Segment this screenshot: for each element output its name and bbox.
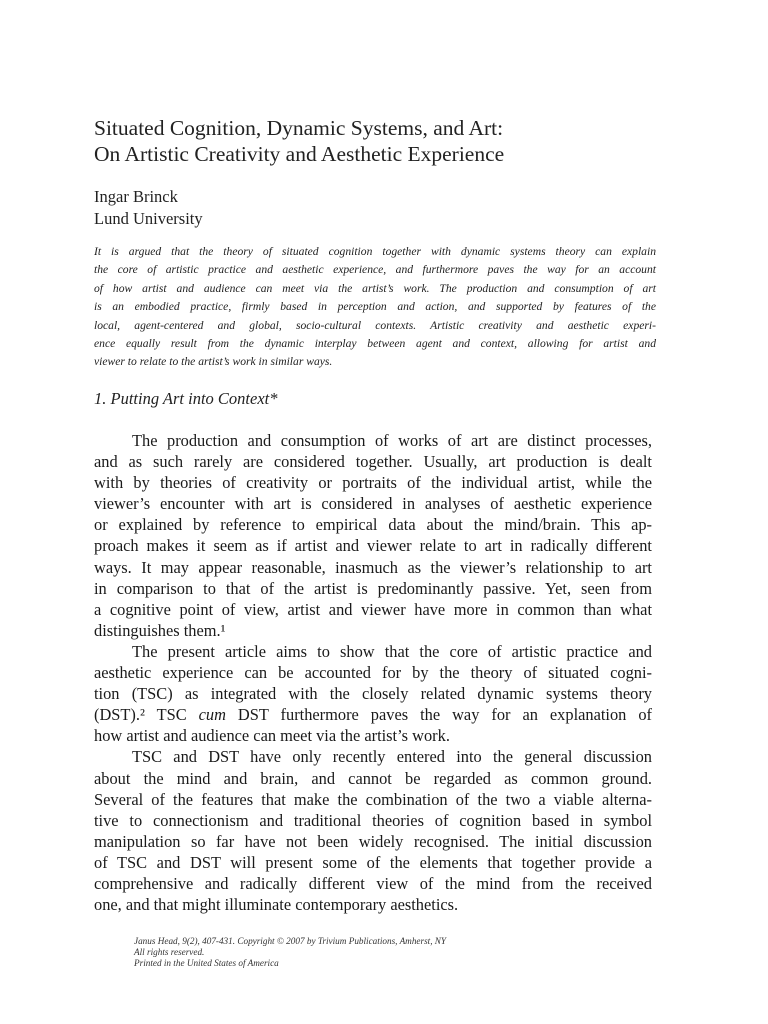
body-line: how artist and audience can meet via the artist’s work. (94, 726, 450, 746)
body-line: one, and that might illuminate contemporary aesthetics. (94, 895, 459, 915)
abstract-line: the core of artistic practice and aesthetic experience, and furthermore paves the way for an account (94, 263, 656, 277)
body-line: tive to connectionism and traditional theories of cognition based in symbol (94, 810, 652, 830)
printed-line: Printed in the United States of America (134, 958, 279, 968)
body-line: viewer’s encounter with art is considered in analyses of aesthetic experience (94, 494, 652, 514)
body-line: Several of the features that make the combination of the two a viable alterna- (94, 789, 652, 809)
article-title (94, 115, 694, 167)
abstract-line: local, agent-centered and global, socio-cultural contexts. Artistic creativity and aesthetic experi- (94, 318, 656, 332)
body-line: of TSC and DST will present some of the elements that together provide a (94, 852, 652, 872)
body-line: in comparison to that of the artist is predominantly passive. Yet, seen from (94, 578, 652, 598)
body-line: with by theories of creativity or portraits of the individual artist, while the (94, 473, 652, 493)
body-line: tion (TSC) as integrated with the closely related dynamic systems theory (94, 684, 652, 704)
subtitle-line: On Artistic Creativity and Aesthetic Experience (94, 142, 505, 166)
author-affiliation: Lund University (94, 209, 203, 228)
body-line: distinguishes them.¹ (94, 620, 226, 640)
section-heading: 1. Putting Art into Context* (94, 389, 278, 408)
body-line: manipulation so far have not been widely recognised. The initial discussion (94, 831, 652, 851)
abstract-line: of how artist and audience can meet via the artist’s work. The production and consumption of art (94, 281, 656, 295)
publication-footer (134, 936, 446, 969)
body-line: TSC and DST have only recently entered into the general discussion (132, 747, 652, 767)
body-line: The present article aims to show that the core of artistic practice and (132, 641, 652, 661)
body-line: ways. It may appear reasonable, inasmuch as the viewer’s relationship to art (94, 557, 652, 577)
author-block (94, 186, 203, 230)
body-line: aesthetic experience can be accounted for by the theory of situated cogni- (94, 663, 652, 683)
body-line: about the mind and brain, and cannot be regarded as common ground. (94, 768, 652, 788)
body-line: and as such rarely are considered together. Usually, art production is dealt (94, 452, 652, 472)
body-line: proach makes it seem as if artist and viewer relate to art in radically different (94, 536, 652, 556)
abstract (94, 243, 656, 372)
abstract-line: viewer to relate to the artist’s work in similar ways. (94, 355, 333, 369)
body-line: or explained by reference to empirical data about the mind/brain. This ap- (94, 515, 652, 535)
author-name: Ingar Brinck (94, 187, 178, 206)
abstract-line: ence equally result from the dynamic interplay between agent and context, allowing for artist and (94, 337, 656, 351)
title-line: Situated Cognition, Dynamic Systems, and Art: (94, 116, 504, 140)
body-line: a cognitive point of view, artist and viewer have more in common than what (94, 599, 652, 619)
abstract-line: is an embodied practice, firmly based in perception and action, and supported by features of the (94, 300, 656, 314)
body-line: (DST).² TSC cum DST furthermore paves the way for an explanation of (94, 705, 652, 725)
body-line: comprehensive and radically different view of the mind from the received (94, 873, 652, 893)
emphasis-cum: cum (198, 705, 226, 725)
abstract-line: It is argued that the theory of situated cognition together with dynamic systems theory can explain (94, 245, 656, 258)
citation-line: Janus Head, 9(2), 407-431. Copyright © 2007 by Trivium Publications, Amherst, NY (134, 936, 447, 946)
body-text (94, 430, 652, 915)
body-line: The production and consumption of works of art are distinct processes, (132, 431, 652, 450)
rights-line: All rights reserved. (134, 947, 205, 957)
